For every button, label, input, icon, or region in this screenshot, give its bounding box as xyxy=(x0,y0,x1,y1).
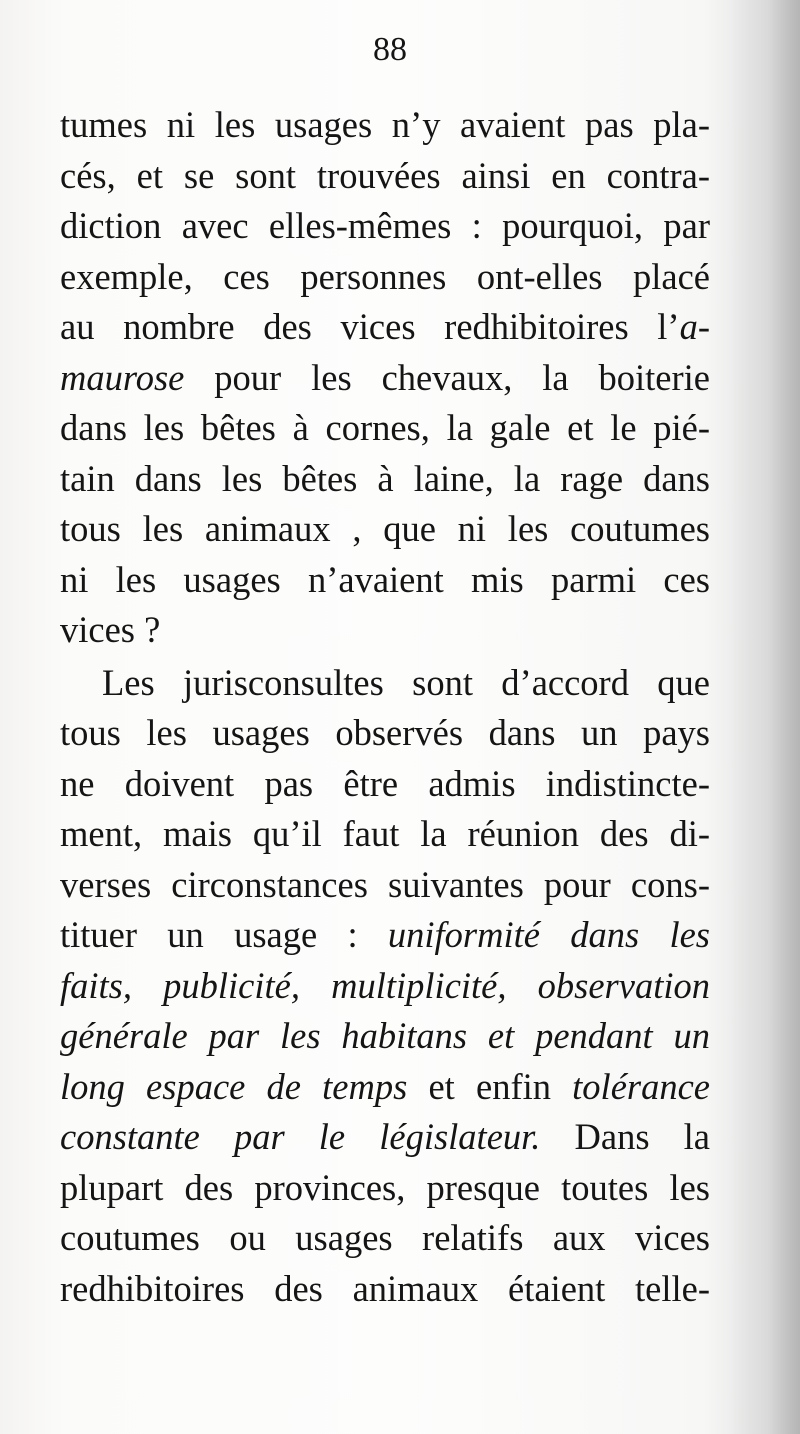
text-line xyxy=(60,1264,710,1315)
text-run: tous les usages observés dans un pays xyxy=(60,712,710,753)
paragraph-start-line xyxy=(60,658,710,709)
italic-text: constante par le législateur. xyxy=(60,1116,541,1157)
text-line xyxy=(60,1062,710,1113)
page-edge-shadow xyxy=(730,0,800,1434)
text-line xyxy=(60,1112,710,1163)
text-run: plupart des provinces, presque toutes les xyxy=(60,1166,710,1208)
text-line xyxy=(60,910,710,961)
text-run: vices ? xyxy=(60,609,161,650)
text-run: coutumes ou usages relatifs aux vices xyxy=(60,1217,710,1258)
text-run: ne doivent pas être admis indistincte- xyxy=(60,762,710,804)
text-line xyxy=(60,809,710,860)
page-number: 88 xyxy=(373,31,407,68)
italic-text: tolérance xyxy=(572,1065,710,1107)
text-run: dans les bêtes à cornes, la gale et le pié- xyxy=(60,407,710,448)
text-run: redhibitoires des animaux étaient telle- xyxy=(60,1267,710,1309)
text-line xyxy=(60,403,710,454)
text-line xyxy=(60,708,710,759)
text-line xyxy=(60,302,710,353)
body-text xyxy=(60,100,710,1314)
text-line xyxy=(60,1213,710,1264)
text-run: pour les chevaux, la boiterie xyxy=(184,356,710,398)
italic-text: a- xyxy=(679,306,710,347)
text-run: Les jurisconsultes sont d’accord que xyxy=(102,661,710,703)
text-run: tous les animaux , que ni les coutumes xyxy=(60,508,710,549)
italic-text: faits, publicité, multiplicité, observation xyxy=(60,964,710,1006)
paragraph-end-line xyxy=(60,605,710,656)
text-line xyxy=(60,1163,710,1214)
text-line xyxy=(60,454,710,505)
text-line xyxy=(60,201,710,252)
text-run: diction avec elles-mêmes : pourquoi, par xyxy=(60,205,710,246)
italic-text: générale par les habitans et pendant un xyxy=(60,1015,710,1056)
text-line xyxy=(60,961,710,1012)
text-run: et enfin xyxy=(407,1065,573,1107)
italic-text: maurose xyxy=(60,356,185,398)
text-run: tituer un usage : xyxy=(60,914,388,955)
text-line xyxy=(60,555,710,606)
text-line xyxy=(60,759,710,810)
text-run: cés, et se sont trouvées ainsi en contra- xyxy=(60,154,710,196)
text-run: ni les usages n’avaient mis parmi ces xyxy=(60,558,710,600)
text-run: Dans la xyxy=(540,1116,710,1157)
text-run: au nombre des vices redhibitoires l’ xyxy=(60,306,680,347)
text-run: exemple, ces personnes ont-elles placé xyxy=(60,255,710,297)
italic-text: long espace de temps xyxy=(60,1065,408,1107)
text-line xyxy=(60,860,710,911)
italic-text: uniformité dans les xyxy=(387,914,710,955)
text-line xyxy=(60,151,710,202)
text-run: tain dans les bêtes à laine, la rage dans xyxy=(60,457,710,499)
text-run: ment, mais qu’il faut la réunion des di- xyxy=(60,813,710,854)
text-run: verses circonstances suivantes pour cons- xyxy=(60,863,710,905)
text-line xyxy=(60,100,710,151)
text-line xyxy=(60,353,710,404)
text-line xyxy=(60,1011,710,1062)
text-line xyxy=(60,252,710,303)
text-run: tumes ni les usages n’y avaient pas pla- xyxy=(60,104,710,145)
text-line xyxy=(60,504,710,555)
